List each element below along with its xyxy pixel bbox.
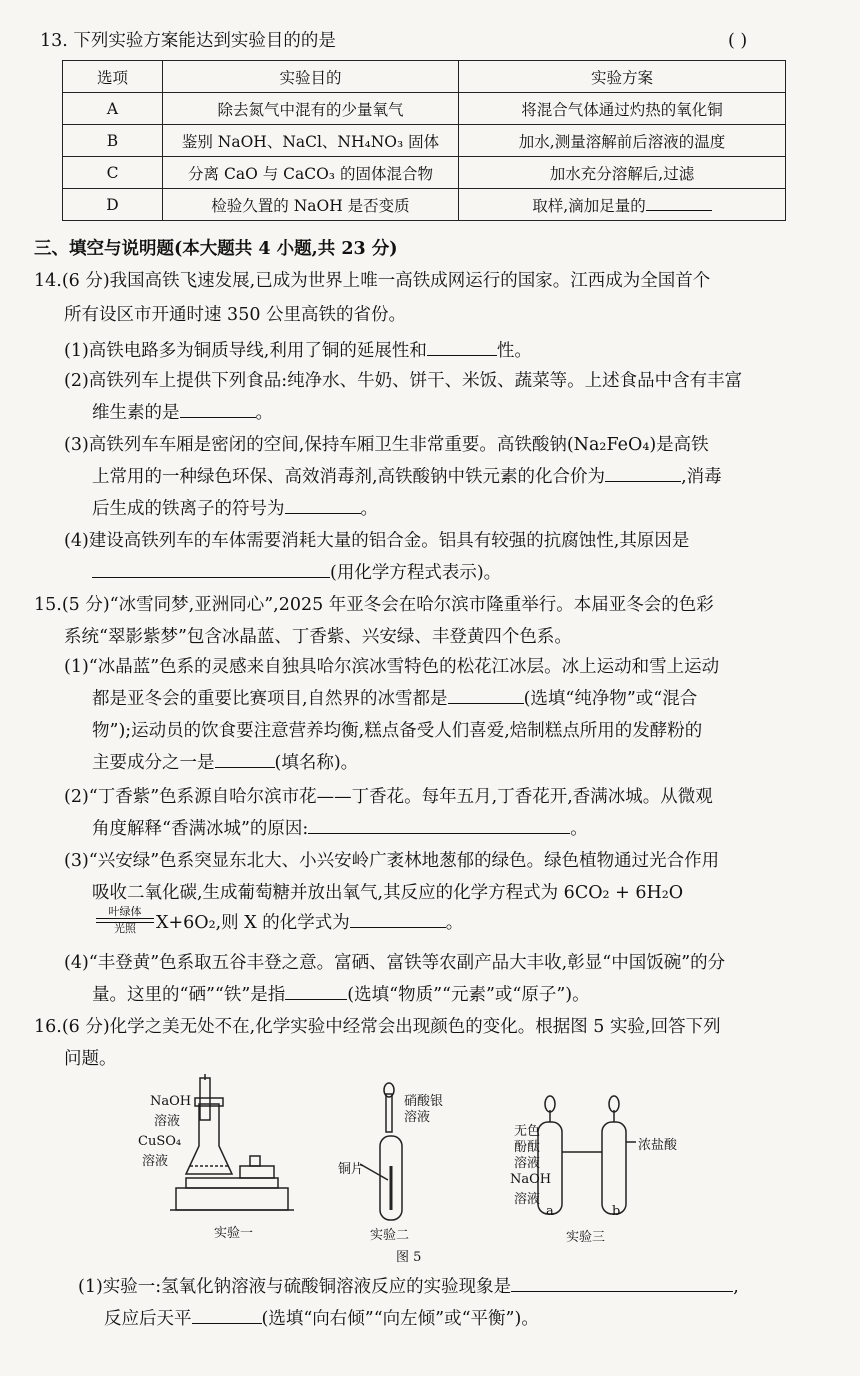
- q15-part4-line2: 量。这里的“硒”“铁”是指 (选填“物质”“元素”或“原子”)。: [92, 985, 590, 1005]
- answer-blank[interactable]: [285, 498, 361, 514]
- balance-base-shape: [176, 1188, 288, 1210]
- option-plan: 加水,测量溶解前后溶液的温度: [459, 125, 786, 157]
- label-exp3: 实验三: [566, 1230, 606, 1245]
- q15-part1-line2: 都是亚冬会的重要比赛项目,自然界的冰雪都是 (选填“纯净物”或“混合: [92, 689, 698, 709]
- q15-stem-line2: 系统“翠影紫梦”包含冰晶蓝、丁香紫、兴安绿、丰登黄四个色系。: [64, 627, 572, 647]
- label-exp2: 实验二: [370, 1228, 410, 1243]
- answer-blank[interactable]: [285, 984, 347, 1000]
- q16-stem-line1: 16.(6 分)化学之美无处不在,化学实验中经常会出现颜色的变化。根据图 5 实验,回答下列: [34, 1017, 721, 1037]
- dropper-shape: [200, 1078, 210, 1120]
- q15-part3-line1: (3)“兴安绿”色系突显东北大、小兴安岭广袤林地葱郁的绿色。绿色植物通过光合作用: [64, 851, 720, 871]
- header-plan: 实验方案: [459, 61, 786, 93]
- option-purpose: 分离 CaO 与 CaCO₃ 的固体混合物: [163, 157, 459, 189]
- table-row: [63, 93, 786, 125]
- option-plan: 将混合气体通过灼热的氧化铜: [459, 93, 786, 125]
- q15-part2-line1: (2)“丁香紫”色系源自哈尔滨市花——丁香花。每年五月,丁香花开,香满冰城。从微观: [64, 787, 713, 807]
- balance-beam-shape: [186, 1178, 278, 1188]
- q15-part1-line3: 物”);运动员的饮食要注意营养均衡,糕点备受人们喜爱,焙制糕点所用的发酵粉的: [92, 721, 703, 741]
- condition-catalyst: 叶绿体: [108, 905, 142, 918]
- condition-light: 光照: [96, 922, 154, 935]
- q15-part3-line3: X+6O₂,则 X 的化学式为 。: [156, 913, 464, 933]
- q14-part4-line1: (4)建设高铁列车的车体需要消耗大量的铝合金。铝具有较强的抗腐蚀性,其原因是: [64, 531, 690, 551]
- q14-stem-line2: 所有设区市开通时速 350 公里高铁的省份。: [64, 305, 407, 325]
- header-option: 选项: [63, 61, 163, 93]
- q16-stem-line2: 问题。: [64, 1049, 117, 1069]
- label-naoh-solution-2: 溶液: [514, 1192, 541, 1207]
- answer-blank[interactable]: [646, 195, 712, 211]
- table-row: [63, 61, 786, 93]
- answer-blank[interactable]: [92, 562, 330, 578]
- q14-part2-line2: 维生素的是 。: [92, 403, 273, 423]
- answer-blank[interactable]: [308, 818, 570, 834]
- section-heading: 三、填空与说明题(本大题共 4 小题,共 23 分): [34, 239, 398, 259]
- q14-part3-line2: 上常用的一种绿色环保、高效消毒剂,高铁酸钠中铁元素的化合价为 ,消毒: [92, 467, 722, 487]
- q15-part4-line1: (4)“丰登黄”色系取五谷丰登之意。富硒、富铁等农副产品大丰收,彰显“中国饭碗”的分: [64, 953, 726, 973]
- option-purpose: 检验久置的 NaOH 是否变质: [163, 189, 459, 221]
- label-naoh-solution: 溶液: [154, 1114, 181, 1129]
- label-exp1: 实验一: [214, 1226, 254, 1241]
- label-silver-nitrate-solution: 溶液: [404, 1110, 431, 1125]
- option-plan: 取样,滴加足量的: [459, 189, 786, 221]
- label-tube-b: b: [612, 1204, 621, 1219]
- tube-b-shape: [602, 1122, 626, 1214]
- answer-blank[interactable]: [180, 402, 256, 418]
- option-purpose: 除去氮气中混有的少量氧气: [163, 93, 459, 125]
- label-cuso4-solution: 溶液: [142, 1154, 169, 1169]
- answer-blank[interactable]: [511, 1276, 733, 1292]
- q14-part3-line3: 后生成的铁离子的符号为 。: [92, 499, 378, 519]
- answer-blank[interactable]: [605, 466, 681, 482]
- q15-stem-line1: 15.(5 分)“冰雪同梦,亚洲同心”,2025 年亚冬会在哈尔滨市隆重举行。本届亚冬会的色彩: [34, 595, 714, 615]
- label-phenolphthalein-solution: 溶液: [514, 1156, 541, 1171]
- label-phenolphthalein: 酚酞: [514, 1140, 541, 1155]
- table-row: [63, 125, 786, 157]
- q15-part1-line4: 主要成分之一是 (填名称)。: [92, 753, 359, 773]
- weights-tray-shape: [240, 1166, 274, 1178]
- q13-options-table: [62, 60, 786, 221]
- label-colorless: 无色: [514, 1124, 541, 1139]
- label-naoh-2: NaOH: [510, 1172, 552, 1187]
- label-cuso4: CuSO₄: [138, 1134, 182, 1149]
- option-label: C: [63, 157, 163, 189]
- q14-part4-line2: (用化学方程式表示)。: [92, 562, 501, 584]
- tube-a-shape: [538, 1122, 562, 1214]
- answer-blank[interactable]: [215, 752, 275, 768]
- q15-part2-line2: 角度解释“香满冰城”的原因: 。: [92, 819, 588, 839]
- answer-blank[interactable]: [427, 340, 497, 356]
- option-plan: 加水充分溶解后,过滤: [459, 157, 786, 189]
- figure-caption: 图 5: [396, 1250, 422, 1265]
- label-conc-hcl: 浓盐酸: [638, 1138, 678, 1153]
- q16-part1-line1: (1)实验一:氢氧化钠溶液与硫酸铜溶液反应的实验现象是 ,: [78, 1277, 739, 1297]
- q16-part1-line2: 反应后天平 (选填“向右倾”“向左倾”或“平衡”)。: [104, 1309, 539, 1329]
- label-silver-nitrate: 硝酸银: [404, 1094, 444, 1109]
- q14-stem-line1: 14.(6 分)我国高铁飞速发展,已成为世界上唯一高铁成网运行的国家。江西成为全国首个: [34, 271, 711, 291]
- q14-part3-line1: (3)高铁列车车厢是密闭的空间,保持车厢卫生非常重要。高铁酸钠(Na₂FeO₄)是高铁: [64, 435, 709, 455]
- equation-condition: [96, 906, 154, 935]
- q15-part1-line1: (1)“冰晶蓝”色系的灵感来自独具哈尔滨冰雪特色的松花江冰层。冰上运动和雪上运动: [64, 657, 720, 677]
- answer-blank[interactable]: [448, 688, 524, 704]
- label-naoh: NaOH: [150, 1094, 192, 1109]
- q13-stem: 13. 下列实验方案能达到实验目的的是: [40, 31, 336, 51]
- option-label: B: [63, 125, 163, 157]
- conical-flask-shape: [186, 1104, 232, 1174]
- q14-part2-line1: (2)高铁列车上提供下列食品:纯净水、牛奶、饼干、米饭、蔬菜等。上述食品中含有丰富: [64, 371, 743, 391]
- option-label: D: [63, 189, 163, 221]
- table-row: [63, 157, 786, 189]
- option-label: A: [63, 93, 163, 125]
- label-copper: 铜片: [338, 1162, 365, 1177]
- option-purpose: 鉴别 NaOH、NaCl、NH₄NO₃ 固体: [163, 125, 459, 157]
- dropper2-shape: [386, 1094, 392, 1132]
- header-purpose: 实验目的: [163, 61, 459, 93]
- q15-part3-line2: 吸收二氧化碳,生成葡萄糖并放出氧气,其反应的化学方程式为 6CO₂ + 6H₂O: [92, 883, 684, 903]
- label-tube-a: a: [546, 1204, 554, 1219]
- table-row: [63, 189, 786, 221]
- q13-answer-paren: ( ): [728, 31, 748, 51]
- q14-part1: (1)高铁电路多为铜质导线,利用了铜的延展性和 性。: [64, 341, 532, 361]
- answer-blank[interactable]: [192, 1308, 262, 1324]
- answer-blank[interactable]: [350, 912, 446, 928]
